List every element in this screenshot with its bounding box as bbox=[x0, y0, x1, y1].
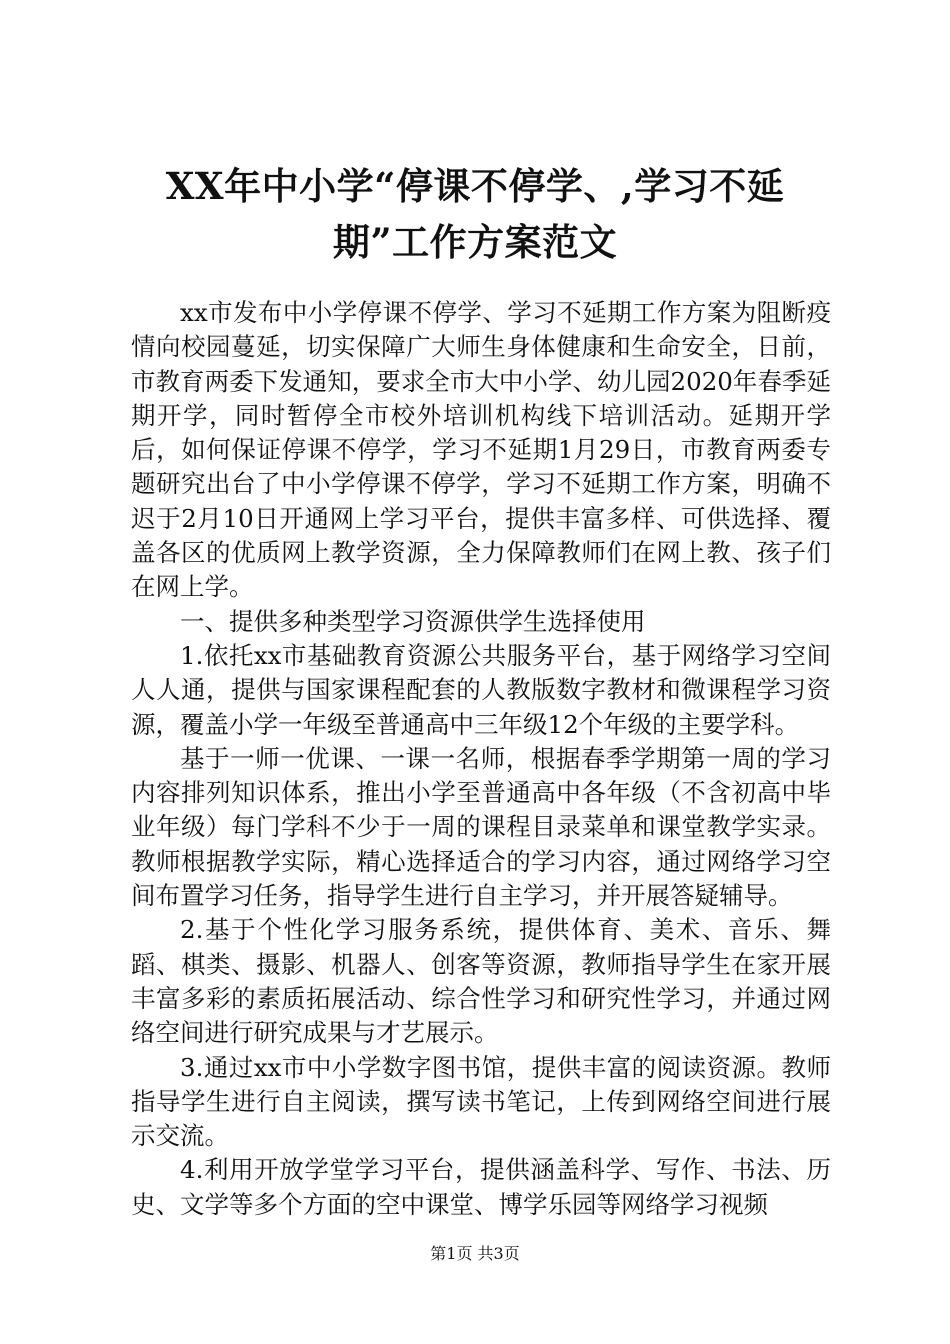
list-item-2: 2.基于个性化学习服务系统，提供体育、美术、音乐、舞蹈、棋类、摄影、机器人、创客等资源，教师指导学生在家开展丰富多彩的素质拓展活动、综合性学习和研究性学习，并通过网络空间进行研究成果与才艺展示。 bbox=[131, 915, 831, 1048]
paragraph: 基于一师一优课、一课一名师，根据春季学期第一周的学习内容排列知识体系，推出小学至普通高中各年级（不含初高中毕业年级）每门学科不少于一周的课程目录菜单和课堂教学实录。教师根据教学实际，精心选择适合的学习内容，通过网络学习空间布置学习任务，指导学生进行自主学习，并开展答疑辅导。 bbox=[131, 743, 831, 911]
document-title: XX年中小学“停课不停学、,学习不延期”工作方案范文 bbox=[165, 164, 785, 264]
list-item-3: 3.通过xx市中小学数字图书馆，提供丰富的阅读资源。教师指导学生进行自主阅读，撰写读书笔记，上传到网络空间进行展示交流。 bbox=[131, 1052, 831, 1151]
document-body bbox=[131, 296, 831, 1222]
list-item-4: 4.利用开放学堂学习平台，提供涵盖科学、写作、书法、历史、文学等多个方面的空中课堂、博学乐园等网络学习视频 bbox=[131, 1155, 831, 1219]
list-item-1: 1.依托xx市基础教育资源公共服务平台，基于网络学习空间人人通，提供与国家课程配套的人教版数字教材和微课程学习资源，覆盖小学一年级至普通高中三年级12个年级的主要学科。 bbox=[131, 640, 831, 739]
page-footer: 第1页 共3页 bbox=[430, 1244, 520, 1263]
section-heading: 一、提供多种类型学习资源供学生选择使用 bbox=[180, 606, 646, 636]
intro-paragraph: xx市发布中小学停课不停学、学习不延期工作方案为阻断疫情向校园蔓延，切实保障广大师生身体健康和生命安全，日前，市教育两委下发通知，要求全市大中小学、幼儿园2020年春季延期开学，同时暂停全市校外培训机构线下培训活动。延期开学后，如何保证停课不停学，学习不延期1月29日，市教育两委专题研究出台了中小学停课不停学，学习不延期工作方案，明确不迟于2月10日开通网上学习平台，提供丰富多样、可供选择、覆盖各区的优质网上教学资源，全力保障教师们在网上教、孩子们在网上学。 bbox=[131, 298, 831, 602]
